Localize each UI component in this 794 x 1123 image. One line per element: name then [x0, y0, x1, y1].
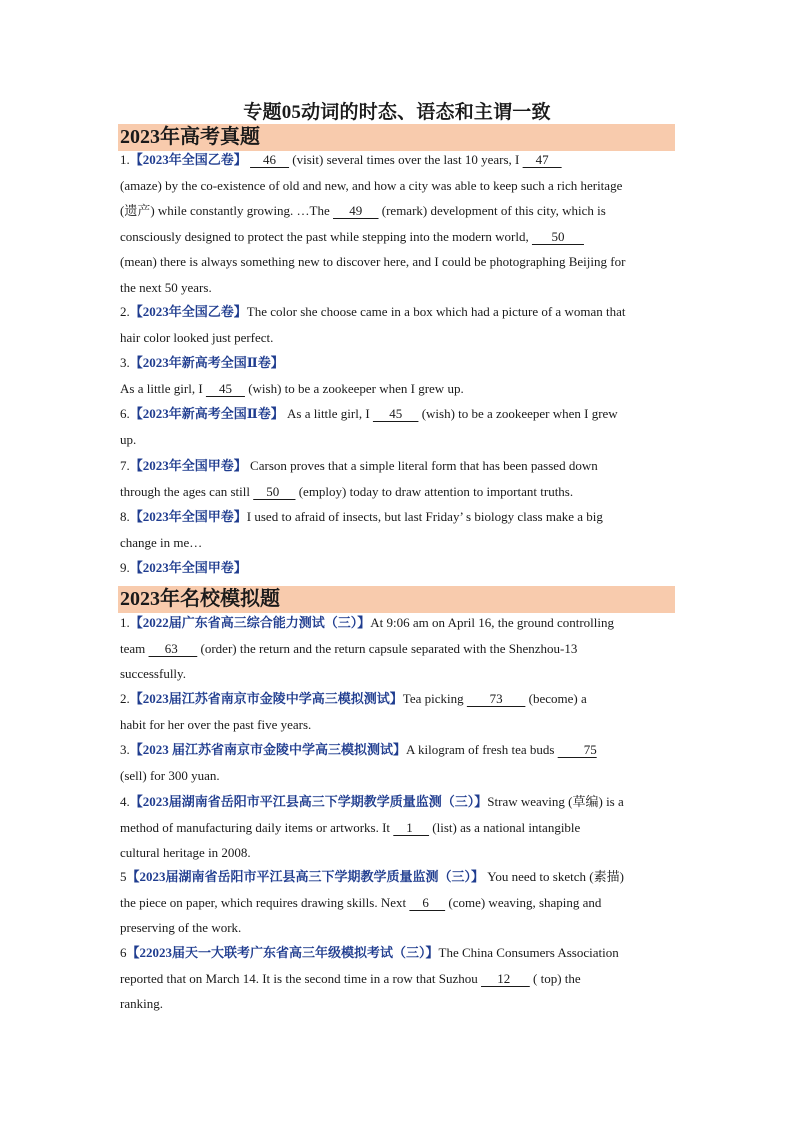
question-text: successfully. — [120, 666, 186, 681]
question-8: 8.【2023年全国甲卷】I used to afraid of insects, but last Friday’ s biology class make a big change in me… — [120, 504, 674, 555]
question-number: 4. — [120, 794, 130, 809]
question-number: 2. — [120, 691, 130, 706]
question-number: 2. — [120, 304, 130, 319]
question-source: 2023年全国甲卷 — [142, 509, 234, 524]
answer-blank-50[interactable]: 50 — [531, 228, 584, 244]
question-text: cultural heritage in 2008. — [120, 845, 251, 860]
question-source: 2023年全国甲卷 — [142, 458, 234, 473]
mock-question-5: 5【2023届湖南省岳阳市平江县高三下学期教学质量监测（三）】 You need to sketch (素描) the piece on paper, which requires drawing skills. Next 6 (come) weaving, shaping and preserving of the work. — [120, 864, 674, 941]
question-number: 6. — [120, 406, 130, 421]
mock-question-2: 2.【2023届江苏省南京市金陵中学高三模拟测试】Tea picking 73 (become) a habit for her over the past five years. — [120, 686, 674, 737]
mock-question-3: 3.【2023 届江苏省南京市金陵中学高三模拟测试】A kilogram of fresh tea buds 75 (sell) for 300 yuan. — [120, 737, 674, 788]
mock-question-4: 4.【2023届湖南省岳阳市平江县高三下学期教学质量监测（三）】Straw weaving (草编) is a method of manufacturing daily items or artworks. It 1 (list) as a national intangible cultural heritage in 2008. — [120, 789, 674, 866]
question-source: 2023年新高考全国Ⅱ卷 — [142, 355, 271, 370]
question-text: ranking. — [120, 996, 163, 1011]
question-number: 3. — [120, 355, 130, 370]
answer-blank-45[interactable]: 45 — [372, 406, 419, 421]
answer-blank-75[interactable]: 75 — [557, 742, 597, 757]
question-1: 1.【2023年全国乙卷】 46 (visit) several times over the last 10 years, I 47 (amaze) by the co-existence of old and new, and how a city was able to keep such a rich heritage (遗产) while constantly growing. …The 49 (remark) development of this city, which is consciously designed to protect the past while stepping into the modern world, 50 (mean) there is always something new to discover here, and I could be photographing Beijing for the next 50 years. — [120, 147, 674, 300]
question-number: 5 — [120, 869, 127, 884]
question-text: preserving of the work. — [120, 920, 242, 935]
question-source: 2023年全国乙卷 — [142, 304, 234, 319]
question-number: 7. — [120, 458, 130, 473]
question-source: 22023届天一大联考广东省高三年级模拟考试（三） — [139, 945, 426, 960]
question-source: 2023届湖南省岳阳市平江县高三下学期教学质量监测（三） — [142, 794, 475, 809]
answer-blank-49[interactable]: 49 — [333, 203, 379, 218]
question-number: 8. — [120, 509, 130, 524]
question-6: 6.【2023年新高考全国Ⅱ卷】 As a little girl, I 45 (wish) to be a zookeeper when I grew up. — [120, 401, 674, 452]
question-source: 2023 届江苏省南京市金陵中学高三模拟测试 — [142, 742, 394, 757]
question-source: 2023年新高考全国Ⅱ卷 — [142, 406, 271, 421]
answer-blank-12[interactable]: 12 — [481, 970, 530, 986]
answer-blank-45[interactable]: 45 — [205, 380, 245, 396]
page-title: 专题05动词的时态、语态和主谓一致 — [243, 102, 551, 123]
question-source: 2023年全国甲卷 — [142, 560, 234, 575]
question-text: hair color looked just perfect. — [120, 329, 274, 345]
question-7: 7.【2023年全国甲卷】 Carson proves that a simple literal form that has been passed down through the ages can still 50 (employ) today to draw attention to important truths. — [120, 458, 598, 499]
question-source: 2022届广东省高三综合能力测试（三） — [142, 615, 358, 630]
section-heading-mock: 2023年名校模拟题 — [118, 586, 675, 613]
answer-blank-73[interactable]: 73 — [466, 691, 526, 706]
question-number: 1. — [120, 152, 130, 167]
question-text: change in me… — [120, 534, 203, 550]
question-2: 2.【2023年全国乙卷】The color she choose came in a box which had a picture of a woman that hair color looked just perfect. — [120, 299, 674, 350]
question-text: habit for her over the past five years. — [120, 716, 312, 732]
question-source: 2023年全国乙卷 — [142, 152, 234, 167]
question-text: (amaze) by the co-existence of old and new, and how a city was able to keep such a rich heritage — [120, 177, 623, 193]
mock-question-6: 6【22023届天一大联考广东省高三年级模拟考试（三）】The China Consumers Association reported that on March 14. It is the second time in a row that Suzhou 12 ( top) the ranking. — [120, 940, 674, 1017]
section-heading-exam: 2023年高考真题 — [118, 124, 675, 151]
question-number: 6 — [120, 945, 127, 960]
question-source: 2023届湖南省岳阳市平江县高三下学期教学质量监测（三） — [139, 869, 472, 884]
question-text: the next 50 years. — [120, 279, 212, 295]
question-9: 9.【2023年全国甲卷】 — [120, 560, 247, 575]
question-number: 9. — [120, 560, 130, 575]
question-text: (sell) for 300 yuan. — [120, 767, 220, 783]
answer-blank-47[interactable]: 47 — [522, 152, 562, 167]
question-source: 2023届江苏省南京市金陵中学高三模拟测试 — [142, 691, 390, 706]
answer-blank-63[interactable]: 63 — [148, 640, 198, 656]
mock-question-1: 1.【2022届广东省高三综合能力测试（三）】At 9:06 am on April 16, the ground controlling team 63 (order) the return and the return capsule separated with the Shenzhou-13 successfully. — [120, 610, 674, 687]
answer-blank-46[interactable]: 46 — [250, 152, 290, 167]
answer-blank-6[interactable]: 6 — [409, 894, 446, 910]
answer-blank-50[interactable]: 50 — [253, 483, 296, 499]
question-text: up. — [120, 431, 137, 447]
question-number: 1. — [120, 615, 130, 630]
question-text: (mean) there is always something new to discover here, and I could be photographing Beijing for — [120, 254, 626, 269]
answer-blank-1[interactable]: 1 — [393, 819, 430, 835]
question-number: 3. — [120, 742, 130, 757]
question-3: 3.【2023年新高考全国Ⅱ卷】 As a little girl, I 45 (wish) to be a zookeeper when I grew up. — [120, 355, 464, 396]
